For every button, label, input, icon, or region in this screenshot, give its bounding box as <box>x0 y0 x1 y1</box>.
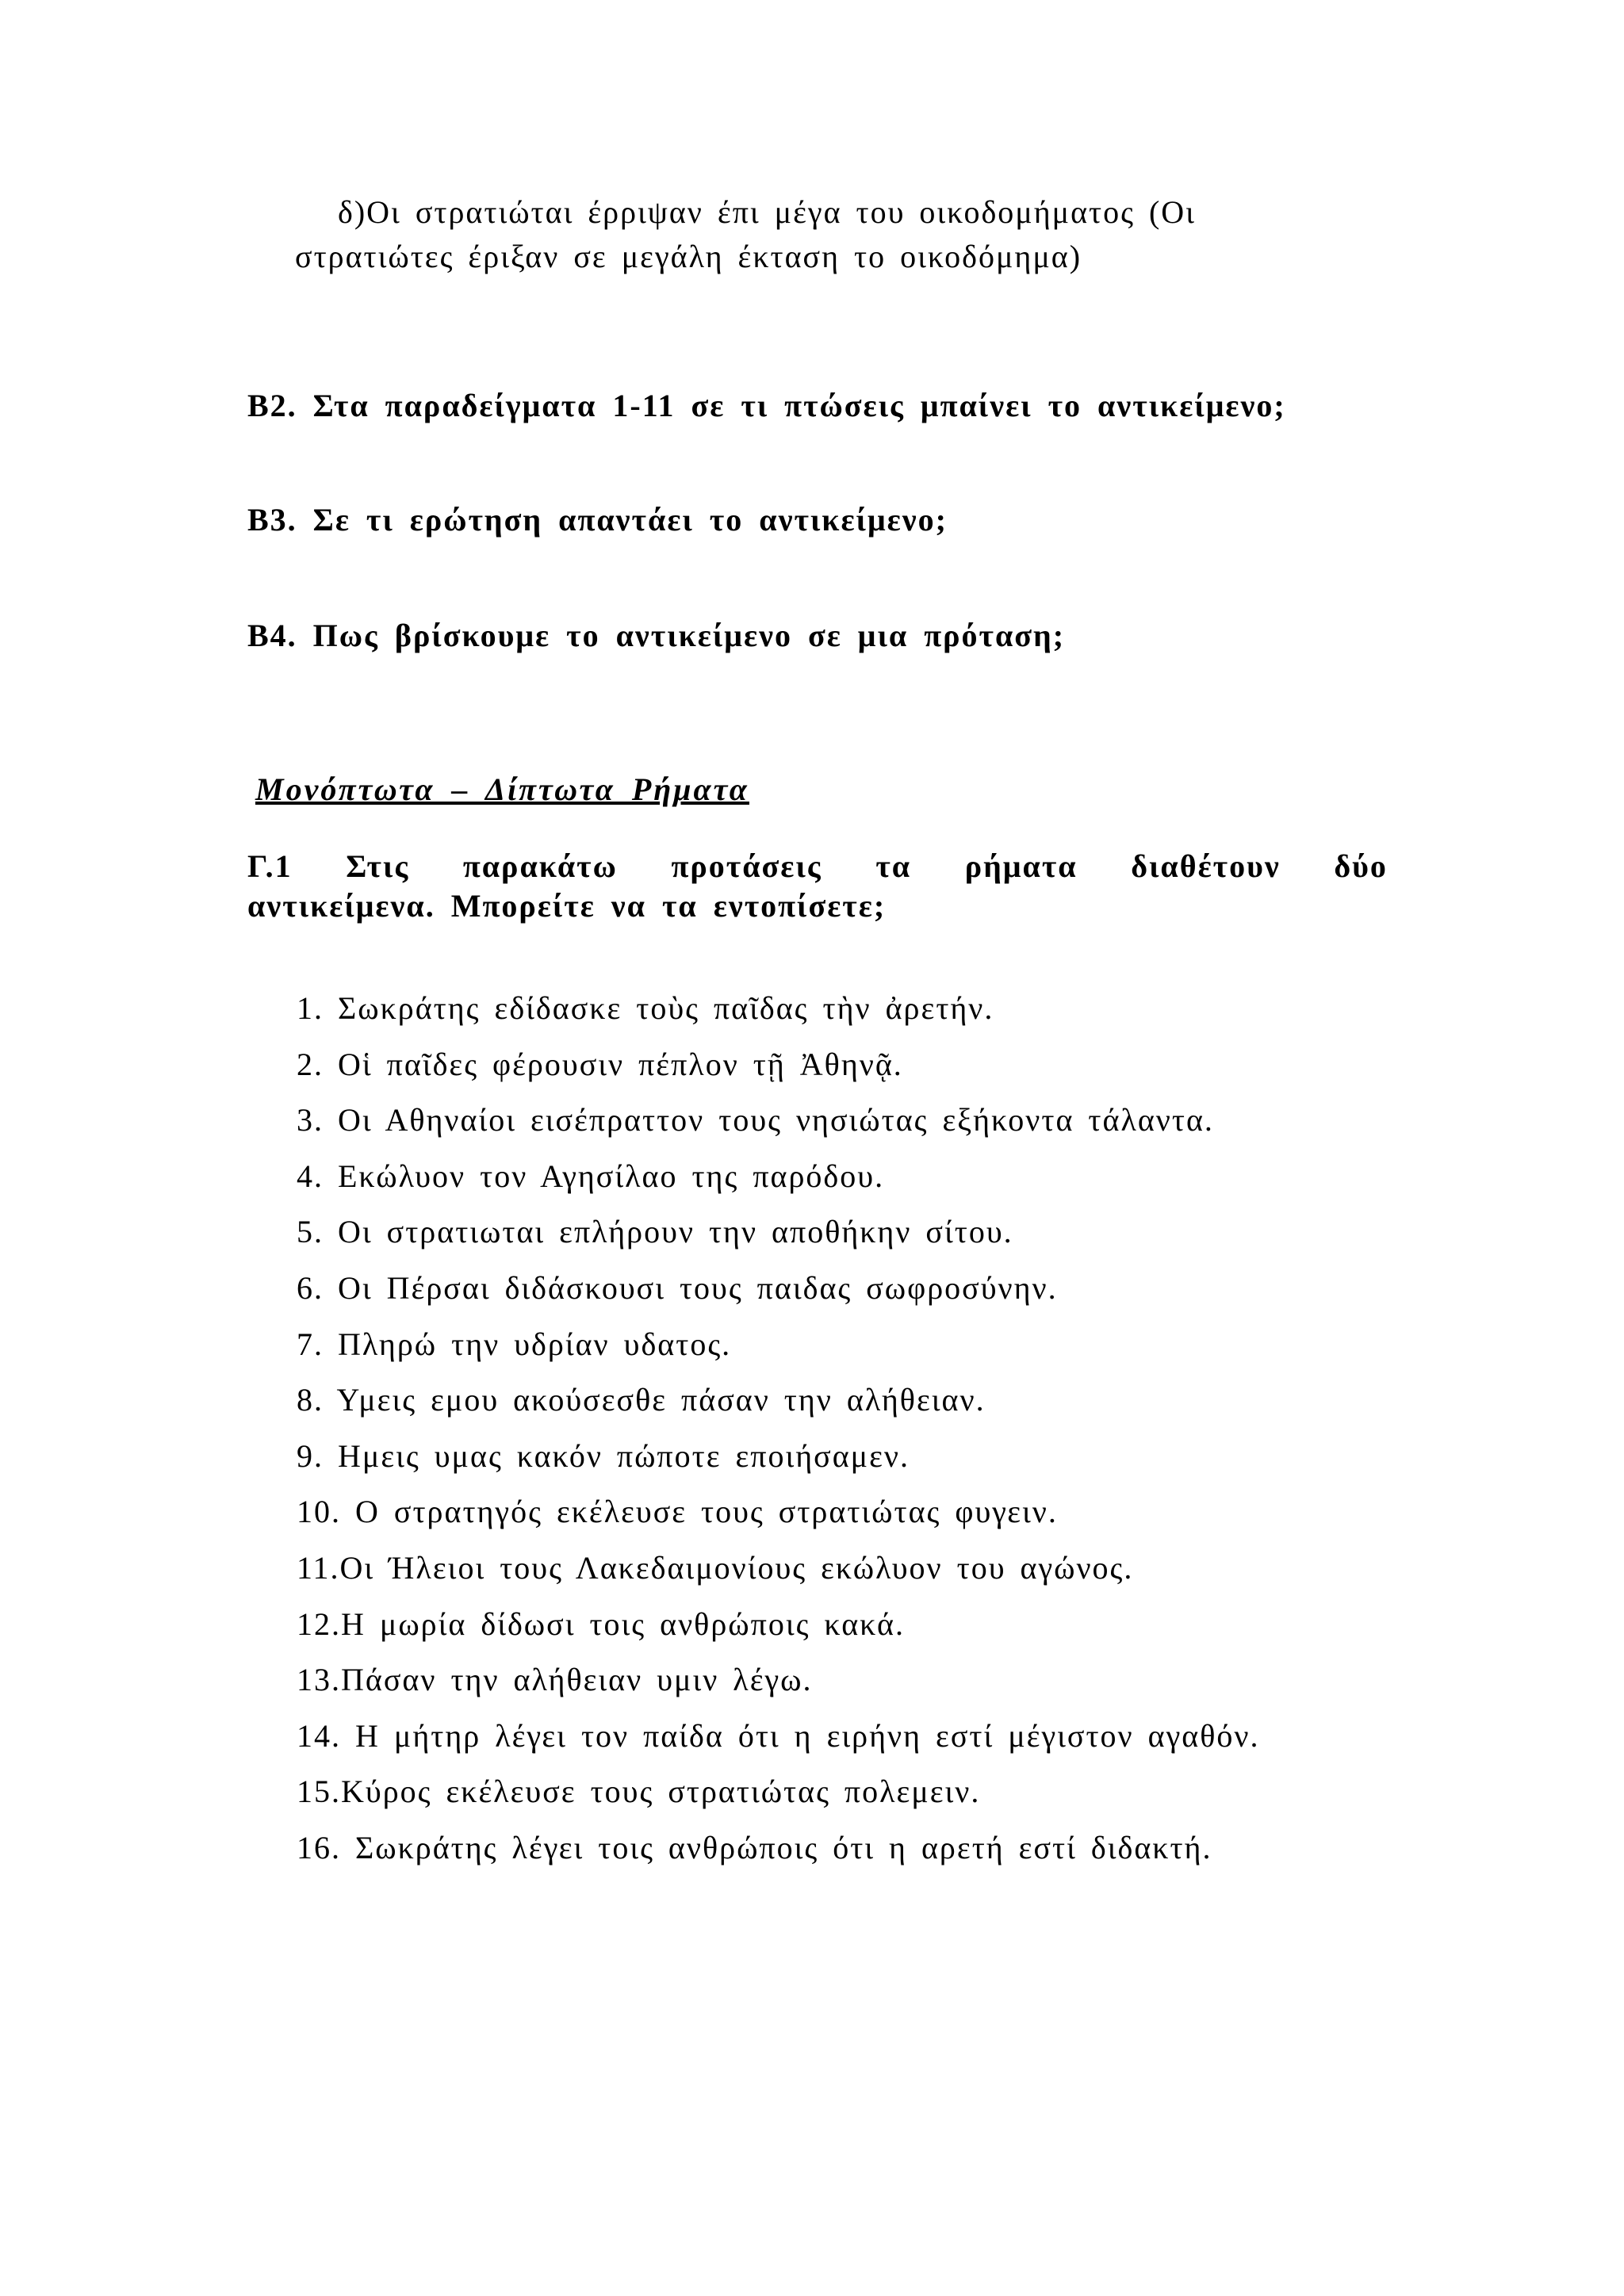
intro-line-1: δ)Οι στρατιώται έρριψαν έπι μέγα του οικοδομήματος (Οι <box>338 194 1196 230</box>
list-item: 14. Η μήτηρ λέγει τον παίδα ότι η ειρήνη εστί μέγιστον αγαθόν. <box>297 1717 1260 1754</box>
exercise-g1-line-1 <box>247 847 1388 886</box>
list-item: 13.Πάσαν την αλήθειαν υμιν λέγω. <box>297 1662 813 1698</box>
list-item: 16. Σωκράτης λέγει τοις ανθρώποις ότι η αρετή εστί διδακτή. <box>297 1829 1212 1866</box>
g1-word: Γ.1 <box>247 848 293 884</box>
list-item: 10. Ο στρατηγός εκέλευσε τους στρατιώτας φυγειν. <box>297 1494 1058 1530</box>
list-item: 7. Πληρώ την υδρίαν υδατος. <box>297 1326 732 1362</box>
g1-word: Στις <box>346 848 410 884</box>
question-b3: B3. Σε τι ερώτηση απαντάει το αντικείμενο; <box>247 502 948 538</box>
exercise-g1-line-2: αντικείμενα. Μπορείτε να τα εντοπίσετε; <box>247 888 887 924</box>
list-item: 15.Κύρος εκέλευσε τους στρατιώτας πολεμειν. <box>297 1774 981 1810</box>
list-item: 2. Οἱ παῖδες φέρουσιν πέπλον τῇ Ἀθηνᾷ. <box>297 1046 903 1082</box>
list-item: 8. Υμεις εμου ακούσεσθε πάσαν την αλήθειαν. <box>297 1382 986 1418</box>
g1-word: προτάσεις <box>671 848 822 884</box>
list-item: 5. Οι στρατιωται επλήρουν την αποθήκην σίτου. <box>297 1214 1013 1250</box>
question-b2: B2. Στα παραδείγματα 1-11 σε τι πτώσεις μπαίνει το αντικείμενο; <box>247 388 1286 423</box>
question-b4: B4. Πως βρίσκουμε το αντικείμενο σε μια πρόταση; <box>247 618 1066 653</box>
list-item: 6. Οι Πέρσαι διδάσκουσι τους παιδας σωφροσύνην. <box>297 1269 1058 1306</box>
intro-line-2: στρατιώτες έριξαν σε μεγάλη έκταση το οικοδόμημα) <box>295 239 1082 274</box>
g1-word: δύο <box>1334 848 1388 884</box>
g1-word: τα <box>875 848 912 884</box>
list-item: 12.Η μωρία δίδωσι τοις ανθρώποις κακά. <box>297 1605 905 1642</box>
g1-word: παρακάτω <box>462 848 618 884</box>
g1-word: διαθέτουν <box>1131 848 1281 884</box>
list-item: 1. Σωκράτης εδίδασκε τοὺς παῖδας τὴν ἀρετήν. <box>297 990 994 1026</box>
list-item: 3. Οι Αθηναίοι εισέπραττον τους νησιώτας εξήκοντα τάλαντα. <box>297 1102 1214 1138</box>
list-item: 11.Οι Ήλειοι τους Λακεδαιμονίους εκώλυον του αγώνος. <box>297 1549 1134 1586</box>
sentence-list <box>297 988 1259 1884</box>
intro-paragraph <box>295 190 1405 279</box>
list-item: 4. Εκώλυον τον Αγησίλαο της παρόδου. <box>297 1158 885 1194</box>
g1-word: ρήματα <box>964 848 1078 884</box>
exercise-g1-instruction <box>247 847 1388 926</box>
section-heading: Μονόπτωτα – Δίπτωτα Ρήματα <box>255 771 749 807</box>
list-item: 9. Ημεις υμας κακόν πώποτε εποιήσαμεν. <box>297 1437 910 1474</box>
